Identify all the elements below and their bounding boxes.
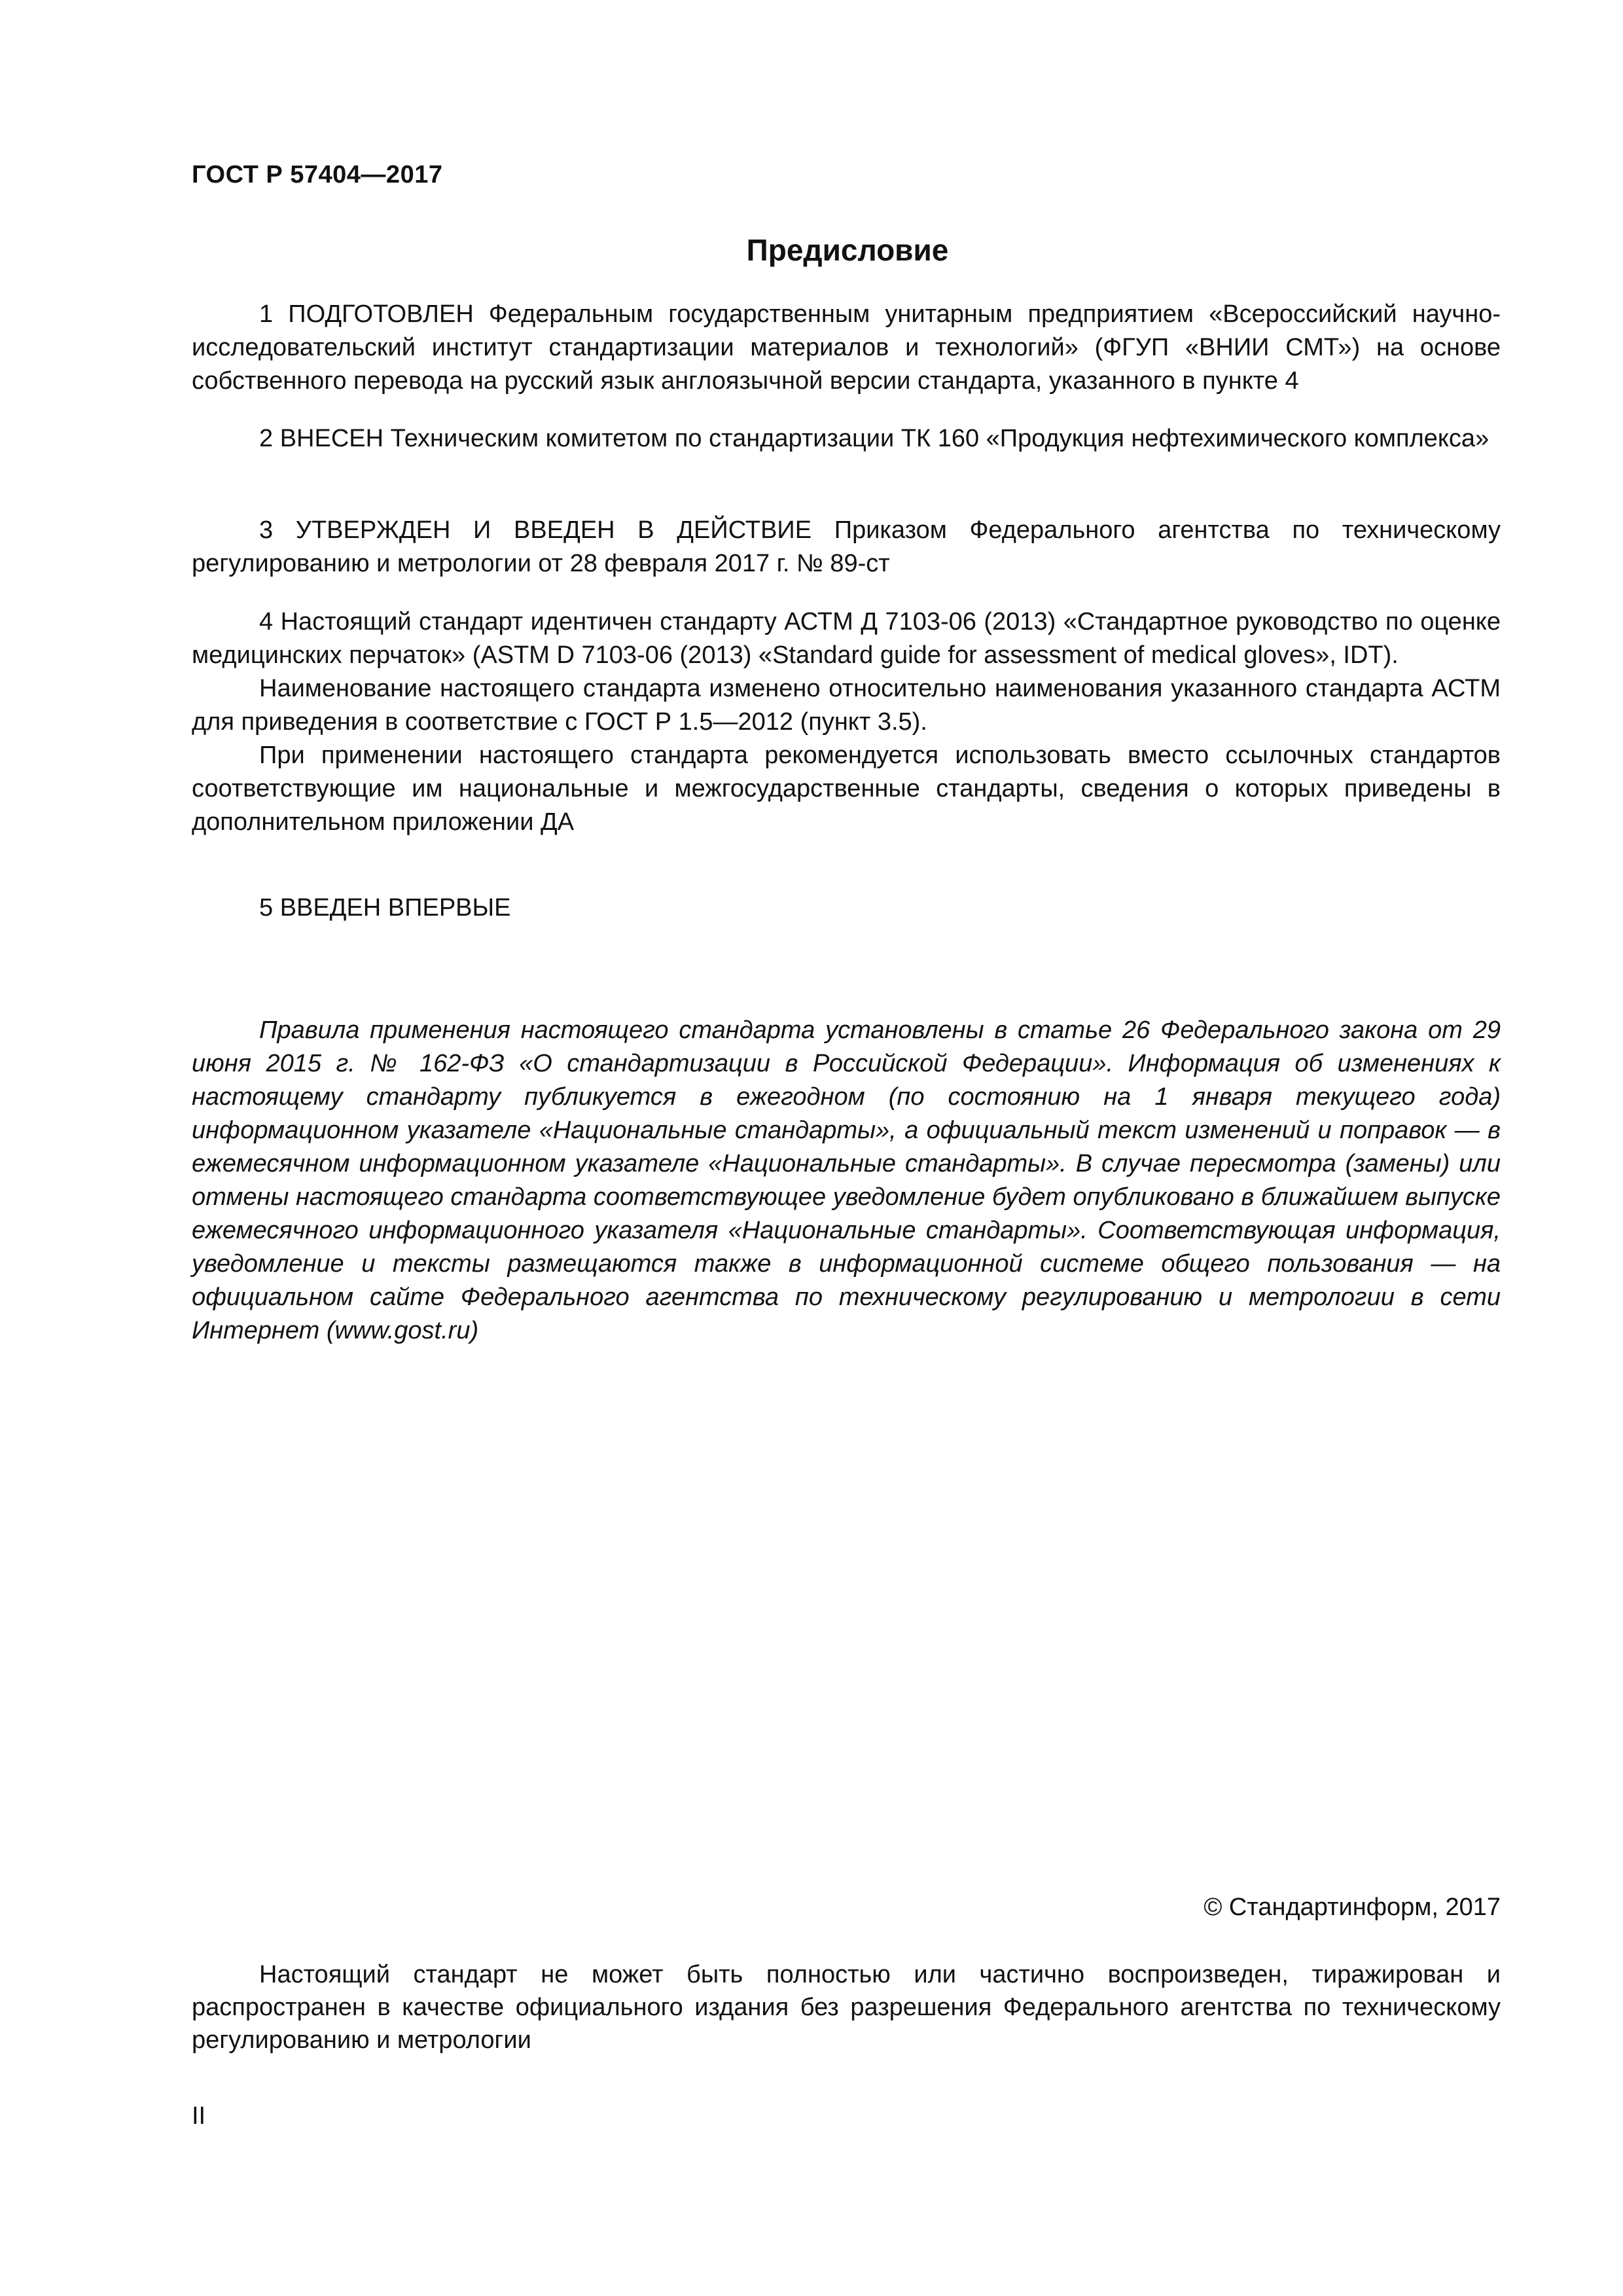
reproduction-notice	[192, 1958, 1501, 2056]
item-5-text: 5 ВВЕДЕН ВПЕРВЫЕ	[259, 894, 511, 922]
item-1-text: 1 ПОДГОТОВЛЕН Федеральным государственным унитарным предприятием «Всероссийский научно-исследовательский институт стандартизации материалов и технологий» (ФГУП «ВНИИ СМТ») на основе собственного перевода на русский язык англоязычной версии стандарта, указанного в пункте 4	[192, 300, 1501, 395]
item-4-text: 4 Настоящий стандарт идентичен стандарту АСТМ Д 7103-06 (2013) «Стандартное руководство по оценке медицинских перчаток» (ASTM D 7103-06 (2013) «Standard guide for assessment of medical gloves», IDT).	[192, 608, 1501, 669]
item-3	[192, 514, 1501, 581]
item-2-text: 2 ВНЕСЕН Техническим комитетом по стандартизации ТК 160 «Продукция нефтехимического комплекса»	[259, 425, 1489, 452]
rules-notice	[192, 1014, 1501, 1348]
copyright: © Стандартинформ, 2017	[1204, 1893, 1501, 1921]
item-3-text: 3 УТВЕРЖДЕН И ВВЕДЕН В ДЕЙСТВИЕ Приказом Федерального агентства по техническому регулированию и метрологии от 28 февраля 2017 г. № 89-ст	[192, 516, 1501, 577]
page-title: Предисловие	[746, 233, 949, 267]
item-4	[192, 605, 1501, 839]
document-header: ГОСТ Р 57404—2017	[192, 161, 443, 188]
item-5	[192, 891, 1501, 925]
item-2	[192, 422, 1501, 456]
rules-notice-text: Правила применения настоящего стандарта установлены в статье 26 Федерального закона от 29 июня 2015 г. № 162-ФЗ «О стандартизации в Российской Федерации». Информация об изменениях к настоящему стандарту публикуется в ежегодном (по состоянию на 1 января текущего года) информационном указателе «Национальные стандарты», а официальный текст изменений и поправок — в ежемесячном информационном указателе «Национальные стандарты». В случае пересмотра (замены) или отмены настоящего стандарта соответствующее уведомление будет опубликовано в ближайшем выпуске ежемесячного информационного указателя «Национальные стандарты». Соответствующая информация, уведомление и тексты размещаются также в информационной системе общего пользования — на официальном сайте Федерального агентства по техническому регулированию и метрологии в сети Интернет (www.gost.ru)	[192, 1016, 1501, 1344]
item-4-note-references: При применении настоящего стандарта рекомендуется использовать вместо ссылочных стандартов соответствующие им национальные и межгосударственные стандарты, сведения о которых приведены в дополнительном приложении ДА	[192, 742, 1501, 836]
reproduction-notice-text: Настоящий стандарт не может быть полностью или частично воспроизведен, тиражирован и распространен в качестве официального издания без разрешения Федерального агентства по техническому регулированию и метрологии	[192, 1961, 1501, 2054]
page-number: II	[192, 2102, 206, 2130]
item-4-note-name: Наименование настоящего стандарта изменено относительно наименования указанного стандарта АСТМ для приведения в соответствие с ГОСТ Р 1.5—2012 (пункт 3.5).	[192, 675, 1501, 736]
item-1	[192, 298, 1501, 398]
